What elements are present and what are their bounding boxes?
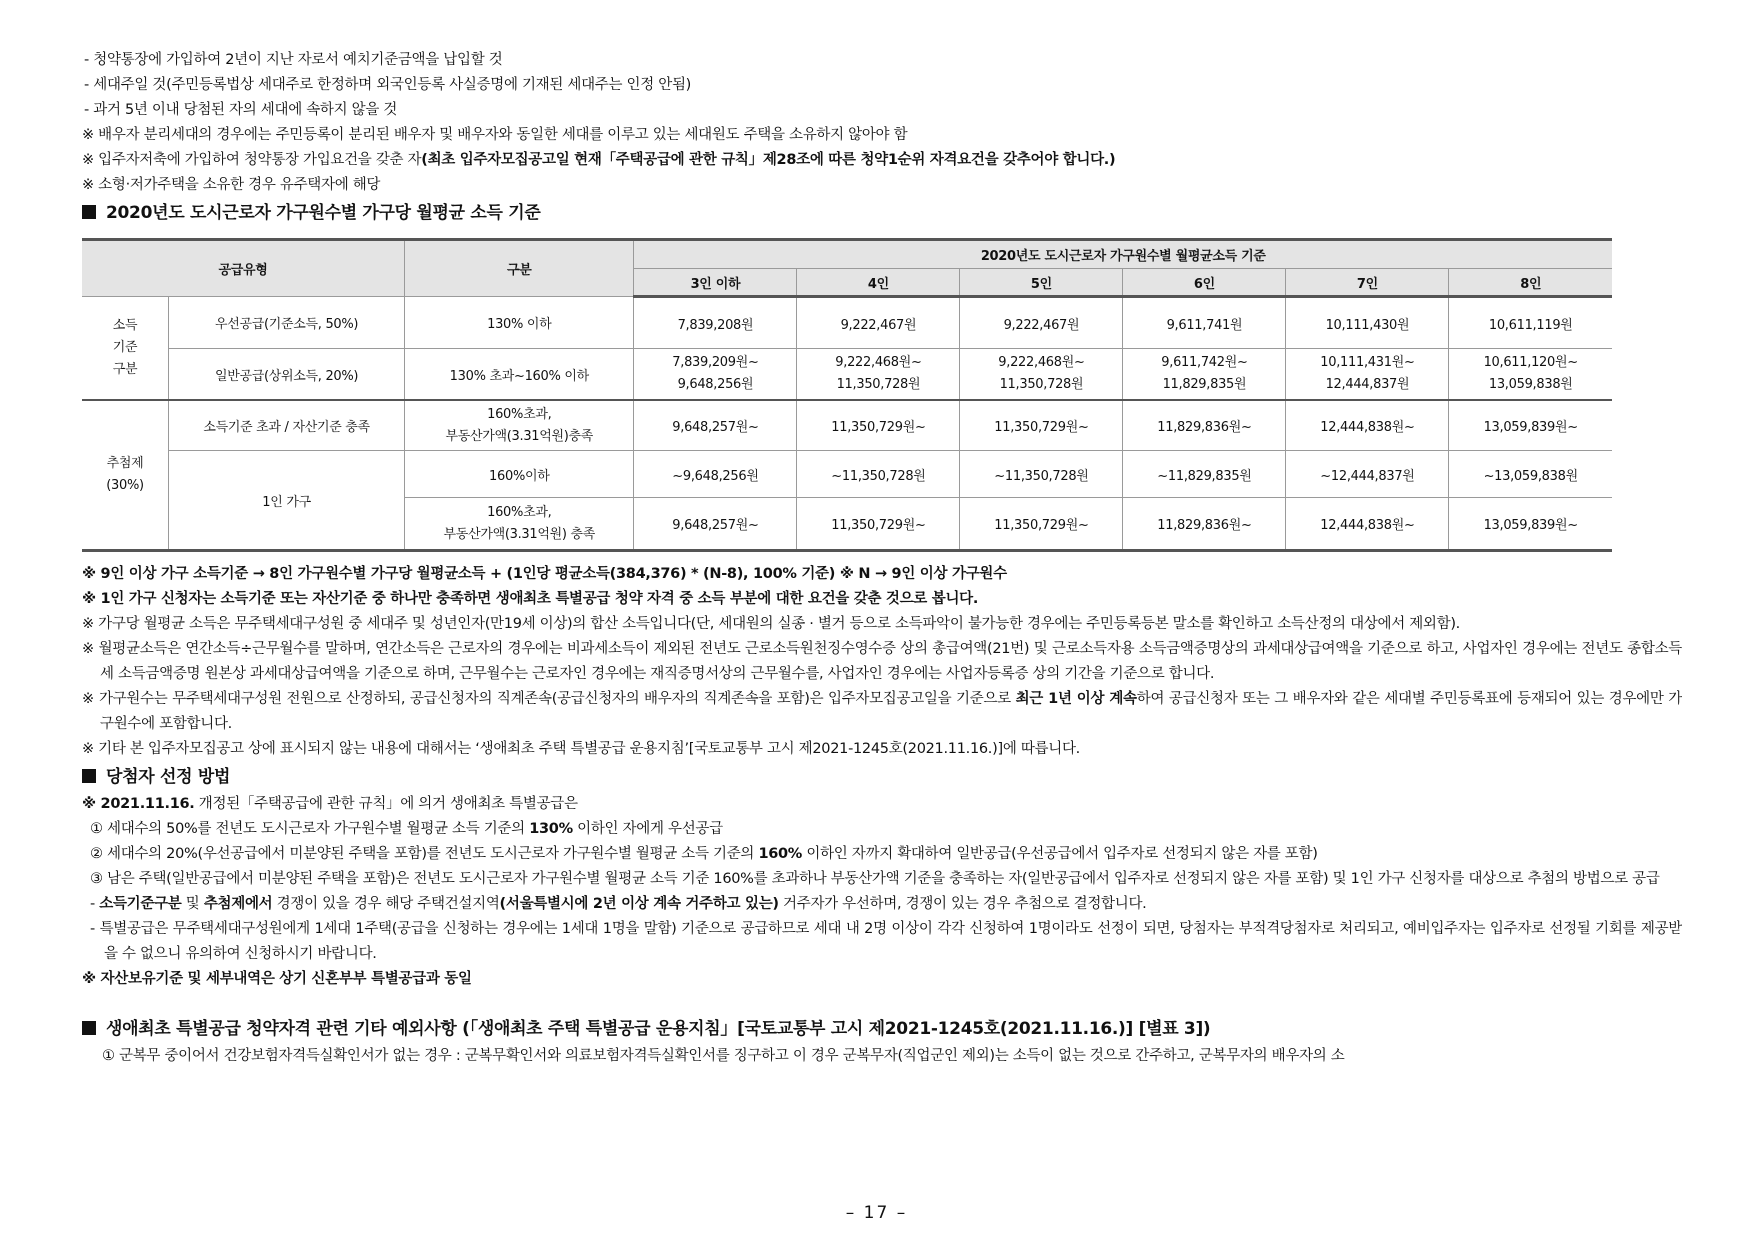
cell-value: 9,222,467원 bbox=[960, 297, 1123, 349]
cell-supply-type: 일반공급(상위소득, 20%) bbox=[169, 349, 405, 401]
household-count-note bbox=[82, 687, 1682, 737]
selection-intro-date: ※ 2021.11.16. bbox=[82, 796, 195, 812]
table-row bbox=[82, 400, 1612, 451]
square-bullet-icon bbox=[82, 1021, 96, 1035]
cell-value: 9,648,257원~ bbox=[634, 400, 797, 451]
cell-value: ~9,648,256원 bbox=[634, 451, 797, 498]
dash-bold: 소득기준구분 bbox=[99, 896, 182, 912]
header-household-size: 7인 bbox=[1286, 269, 1449, 297]
table-row bbox=[82, 451, 1612, 498]
cell-value: ~11,350,728원 bbox=[797, 451, 960, 498]
household-note-pre: ※ 가구원수는 무주택세대구성원 전원으로 산정하되, 공급신청자의 직계존속(공급신청자의 배우자의 직계존속을 포함)은 입주자모집공고일을 기준으로 bbox=[82, 691, 1016, 707]
cell-value: ~13,059,838원 bbox=[1449, 451, 1612, 498]
header-supply-type: 공급유형 bbox=[82, 240, 405, 297]
selection-item-text: 이하인 자에게 우선공급 bbox=[572, 821, 723, 837]
page-number: – 17 – bbox=[845, 1203, 908, 1223]
cell-value: 7,839,208원 bbox=[634, 297, 797, 349]
section-heading-exceptions bbox=[82, 1014, 1682, 1044]
section-title: 2020년도 도시근로자 가구원수별 가구당 월평균 소득 기준 bbox=[106, 203, 541, 223]
table-row bbox=[82, 297, 1612, 349]
table-row bbox=[82, 349, 1612, 401]
cell-value: 7,839,209원~ 9,648,256원 bbox=[634, 349, 797, 401]
selection-dash-2: - 특별공급은 무주택세대구성원에게 1세대 1주택(공급을 신청하는 경우에는 1세대 1명을 말함) 기준으로 공급하므로 세대 내 2명 이상이 각각 신청하여 1명이라도 선정이 되면, 당첨자는 부적격당첨자로 처리되고, 예비입주자는 입주자로 선정될 기회를 제공받을 수 없으니 유의하여 신청하시기 바랍니다. bbox=[90, 921, 1682, 962]
household-note-bold: 최근 1년 이상 계속 bbox=[1015, 691, 1137, 707]
cell-value: ~11,350,728원 bbox=[960, 451, 1123, 498]
selection-item-bold: 160% bbox=[758, 846, 803, 862]
cell-division: 160%초과, 부동산가액(3.31억원) 충족 bbox=[405, 498, 634, 551]
cell-value: 11,350,729원~ bbox=[960, 400, 1123, 451]
header-household-size: 3인 이하 bbox=[634, 269, 797, 297]
row-group-income: 소득 기준 구분 bbox=[82, 297, 169, 401]
requirement-line: - 청약통장에 가입하여 2년이 지난 자로서 예치기준금액을 납입할 것 bbox=[84, 52, 503, 68]
selection-item-1 bbox=[82, 817, 1682, 842]
cell-value: 9,648,257원~ bbox=[634, 498, 797, 551]
cell-value: 13,059,839원~ bbox=[1449, 498, 1612, 551]
income-table-wrapper bbox=[82, 238, 1682, 552]
monthly-income-note: ※ 월평균소득은 연간소득÷근무월수를 말하며, 연간소득은 근로자의 경우에는 비과세소득이 제외된 전년도 근로소득원천징수영수증 상의 총급여액(21번) 및 근로소득자용 소득금액증명상의 과세대상급여액을 기준으로 하고, 사업자인 경우에는 전년도 종합소득세 소득금액증명 원본상 과세대상급여액을 기준으로 하며, 근무월수는 근로자인 경우에는 재직증명서상의 근무월수를, 사업자인 경우에는 사업자등록증 상의 기간을 기준으로 합니다. bbox=[82, 641, 1682, 682]
cell-value: 13,059,839원~ bbox=[1449, 400, 1612, 451]
cell-value: 12,444,838원~ bbox=[1286, 400, 1449, 451]
section-heading-income bbox=[82, 198, 1682, 228]
avg-income-note: ※ 가구당 월평균 소득은 무주택세대구성원 중 세대주 및 성년인자(만19세 이상)의 합산 소득입니다(단, 세대원의 실종 · 별거 등으로 소득파악이 불가능한 경우에는 주민등록등본 말소를 확인하고 소득산정의 대상에서 제외함). bbox=[82, 616, 1460, 632]
selection-item-2 bbox=[82, 842, 1682, 867]
cell-value: 10,111,430원 bbox=[1286, 297, 1449, 349]
exception-item-1: ① 군복무 중이어서 건강보험자격득실확인서가 없는 경우 : 군복무확인서와 의료보험자격득실확인서를 징구하고 이 경우 군복무자(직업군인 제외)는 소득이 없는 것으로 간주하고, 군복무자의 배우자의 소 bbox=[102, 1048, 1345, 1064]
cell-division: 160%이하 bbox=[405, 451, 634, 498]
cell-value: 9,222,468원~ 11,350,728원 bbox=[797, 349, 960, 401]
requirement-line: - 과거 5년 이내 당첨된 자의 세대에 속하지 않을 것 bbox=[84, 102, 398, 118]
cell-value: 9,222,468원~ 11,350,728원 bbox=[960, 349, 1123, 401]
cell-single-household: 1인 가구 bbox=[169, 451, 405, 551]
selection-intro-text: 개정된「주택공급에 관한 규칙」에 의거 생애최초 특별공급은 bbox=[194, 796, 578, 812]
deposit-note bbox=[82, 148, 1682, 173]
cell-supply-type: 우선공급(기준소득, 50%) bbox=[169, 297, 405, 349]
row-group-lottery: 추첨제 (30%) bbox=[82, 400, 169, 551]
income-standard-table bbox=[82, 238, 1612, 552]
cell-value: 10,111,431원~ 12,444,837원 bbox=[1286, 349, 1449, 401]
cell-value: 11,350,729원~ bbox=[797, 498, 960, 551]
header-household-size: 6인 bbox=[1123, 269, 1286, 297]
square-bullet-icon bbox=[82, 205, 96, 219]
cell-value: 11,829,836원~ bbox=[1123, 498, 1286, 551]
header-household-size: 4인 bbox=[797, 269, 960, 297]
selection-item-text: ① 세대수의 50%를 전년도 도시근로자 가구원수별 월평균 소득 기준의 bbox=[90, 821, 530, 837]
cell-value: 11,350,729원~ bbox=[797, 400, 960, 451]
selection-item-text: ② 세대수의 20%(우선공급에서 미분양된 주택을 포함)를 전년도 도시근로자 가구원수별 월평균 소득 기준의 bbox=[90, 846, 759, 862]
cell-value: ~12,444,837원 bbox=[1286, 451, 1449, 498]
cell-value: 9,222,467원 bbox=[797, 297, 960, 349]
cell-value: ~11,829,835원 bbox=[1123, 451, 1286, 498]
selection-item-bold: 130% bbox=[529, 821, 573, 837]
cell-value: 11,350,729원~ bbox=[960, 498, 1123, 551]
guideline-note: ※ 기타 본 입주자모집공고 상에 표시되지 않는 내용에 대해서는 ‘생애최초 주택 특별공급 운용지침’[국토교통부 고시 제2021-1245호(2021.11.16.)]에 따릅니다. bbox=[82, 741, 1080, 757]
cell-value: 10,611,120원~ 13,059,838원 bbox=[1449, 349, 1612, 401]
dash-text: 경쟁이 있을 경우 해당 주택건설지역 bbox=[272, 896, 500, 912]
cell-value: 9,611,741원 bbox=[1123, 297, 1286, 349]
asset-note: ※ 자산보유기준 및 세부내역은 상기 신혼부부 특별공급과 동일 bbox=[82, 971, 472, 987]
dash-marker: - bbox=[90, 896, 100, 912]
household-note-post: 하여 공급신청자 또는 그 배우자와 같은 세대별 주민등록표에 등재되어 있는 경우에만 가구원수에 포함합니다. bbox=[100, 691, 1682, 732]
selection-item-3: ③ 남은 주택(일반공급에서 미분양된 주택을 포함)은 전년도 도시근로자 가구원수별 월평균 소득 기준 160%를 초과하나 부동산가액 기준을 충족하는 자(일반공급에서 입주자로 선정되지 않은 자를 포함) 및 1인 가구 신청자를 대상으로 추첨의 방법으로 공급 bbox=[90, 871, 1660, 887]
header-household-size: 8인 bbox=[1449, 269, 1612, 297]
deposit-note-text: ※ 입주자저축에 가입하여 청약통장 가입요건을 갖춘 자 bbox=[82, 152, 422, 168]
single-household-note: ※ 1인 가구 신청자는 소득기준 또는 자산기준 중 하나만 충족하면 생애최초 특별공급 청약 자격 중 소득 부분에 대한 요건을 갖춘 것으로 봅니다. bbox=[82, 591, 979, 607]
cell-value: 11,829,836원~ bbox=[1123, 400, 1286, 451]
header-division: 구분 bbox=[405, 240, 634, 297]
selection-intro bbox=[82, 792, 1682, 817]
section-title: 생애최초 특별공급 청약자격 관련 기타 예외사항 (「생애최초 주택 특별공급 운용지침」[국토교통부 고시 제2021-1245호(2021.11.16.)] [별표 3]) bbox=[106, 1019, 1211, 1039]
selection-dash-1 bbox=[82, 892, 1682, 917]
header-income-group: 2020년도 도시근로자 가구원수별 월평균소득 기준 bbox=[634, 240, 1612, 269]
small-house-note: ※ 소형‧저가주택을 소유한 경우 유주택자에 해당 bbox=[82, 177, 381, 193]
section-title: 당첨자 선정 방법 bbox=[106, 767, 231, 787]
cell-division: 130% 이하 bbox=[405, 297, 634, 349]
cell-supply-type: 소득기준 초과 / 자산기준 충족 bbox=[169, 400, 405, 451]
deposit-note-bold: (최초 입주자모집공고일 현재「주택공급에 관한 규칙」제28조에 따른 청약1순위 자격요건을 갖추어야 합니다.) bbox=[421, 152, 1116, 168]
spouse-note: ※ 배우자 분리세대의 경우에는 주민등록이 분리된 배우자 및 배우자와 동일한 세대를 이루고 있는 세대원도 주택을 소유하지 않아야 함 bbox=[82, 127, 908, 143]
cell-value: 10,611,119원 bbox=[1449, 297, 1612, 349]
cell-value: 12,444,838원~ bbox=[1286, 498, 1449, 551]
cell-value: 9,611,742원~ 11,829,835원 bbox=[1123, 349, 1286, 401]
document-body bbox=[82, 48, 1682, 1069]
cell-division: 160%초과, 부동산가액(3.31억원)충족 bbox=[405, 400, 634, 451]
section-heading-selection bbox=[82, 762, 1682, 792]
selection-item-text: 이하인 자까지 확대하여 일반공급(우선공급에서 입주자로 선정되지 않은 자를 포함) bbox=[802, 846, 1318, 862]
dash-bold: 추첨제에서 bbox=[203, 896, 273, 912]
cell-division: 130% 초과~160% 이하 bbox=[405, 349, 634, 401]
dash-bold: (서울특별시에 2년 이상 계속 거주하고 있는) bbox=[499, 896, 779, 912]
dash-text: 거주자가 우선하며, 경쟁이 있는 경우 추첨으로 결정합니다. bbox=[778, 896, 1147, 912]
large-household-note: ※ 9인 이상 가구 소득기준 → 8인 가구원수별 가구당 월평균소득 + (1인당 평균소득(384,376) * (N-8), 100% 기준) ※ N → 9인 이상 가구원수 bbox=[82, 566, 1007, 582]
dash-text: 및 bbox=[181, 896, 204, 912]
requirement-line: - 세대주일 것(주민등록법상 세대주로 한정하며 외국인등록 사실증명에 기재된 세대주는 인정 안됨) bbox=[84, 77, 692, 93]
header-household-size: 5인 bbox=[960, 269, 1123, 297]
square-bullet-icon bbox=[82, 769, 96, 783]
